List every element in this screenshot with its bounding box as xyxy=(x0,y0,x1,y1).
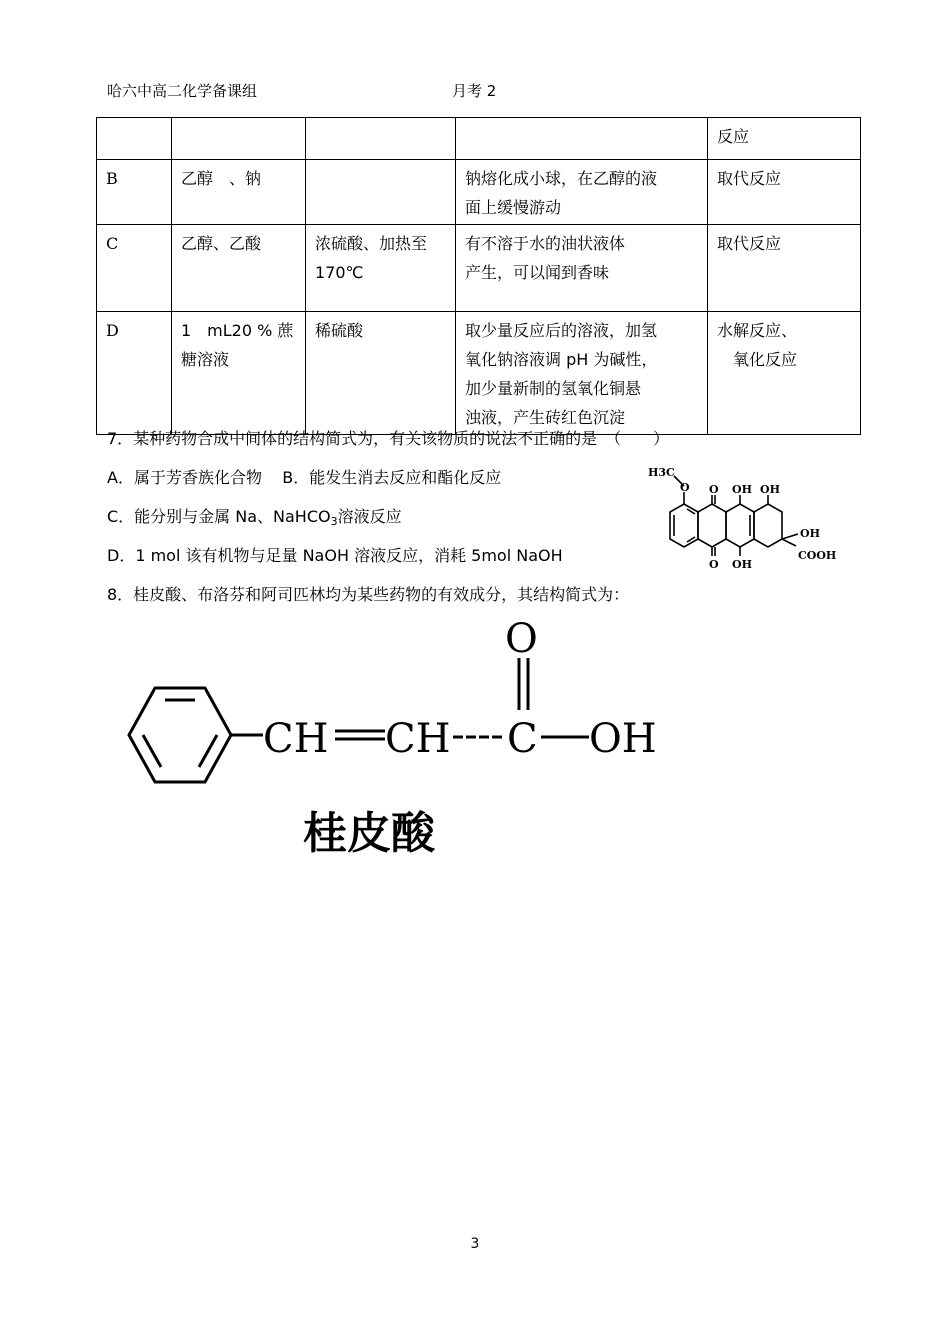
table-cell-conditions xyxy=(306,312,456,435)
table-cell-line: 面上缓慢游动 xyxy=(465,198,562,217)
experiment-table xyxy=(96,117,861,435)
table-cell-conditions xyxy=(306,118,456,160)
q7-option-c xyxy=(107,504,402,528)
q7-stem: 7．某种药物合成中间体的结构简式为，有关该物质的说法不正确的是 （ ） xyxy=(107,429,670,448)
table-cell-line: 取代反应 xyxy=(717,234,782,253)
cinnamic-acid-structure xyxy=(95,610,675,870)
table-cell-reactants xyxy=(172,160,306,225)
table-cell-reactants xyxy=(172,312,306,435)
cinnamic-label-o: O xyxy=(505,616,538,662)
header-exam-name: 月考 2 xyxy=(452,82,497,100)
table-cell-phenomena xyxy=(456,118,708,160)
cinnamic-label-ch-1: CH xyxy=(263,716,329,762)
table-cell-phenomena xyxy=(456,160,708,225)
cinnamic-label-c: C xyxy=(507,716,538,762)
table-row xyxy=(97,118,861,160)
table-row xyxy=(97,312,861,435)
q7-option-c-subscript: 3 xyxy=(330,515,338,528)
table-cell-reactants xyxy=(172,225,306,312)
table-cell-line: 有不溶于水的油状液体 xyxy=(465,234,626,253)
table-cell-line: 乙醇 、钠 xyxy=(181,169,262,188)
table-row xyxy=(97,225,861,312)
table-cell-line: 取代反应 xyxy=(717,169,782,188)
table-cell-line: 取少量反应后的溶液，加氢 xyxy=(465,321,658,340)
table-cell-line: 稀硫酸 xyxy=(315,321,364,340)
table-cell-line: 加少量新制的氢氧化铜悬 xyxy=(465,379,642,398)
q7-label-o-bottom: O xyxy=(709,558,719,571)
cinnamic-label-oh: OH xyxy=(589,716,657,762)
table-cell-label: C xyxy=(97,225,172,312)
table-row xyxy=(97,160,861,225)
table-cell-line: 170℃ xyxy=(315,263,364,282)
q7-label-h3c: H3C xyxy=(648,466,675,479)
q7-label-cooh: COOH xyxy=(798,549,837,562)
table-cell-line: 产生，可以闻到香味 xyxy=(465,263,610,282)
table-cell-line: 氧化钠溶液调 pH 为碱性， xyxy=(465,350,658,369)
q7-structure-formula xyxy=(640,462,845,582)
table-cell-phenomena xyxy=(456,312,708,435)
table-cell-label: B xyxy=(97,160,172,225)
q7-option-a: A．属于芳香族化合物 xyxy=(107,468,262,487)
q7-option-c-text-end: 溶液反应 xyxy=(337,507,402,526)
page-number: 3 xyxy=(470,1236,480,1252)
q7-option-c-text: C．能分别与金属 Na、NaHCO xyxy=(107,507,331,526)
header-group-name: 哈六中高二化学备课组 xyxy=(107,82,258,100)
table-cell-line: 钠熔化成小球，在乙醇的液 xyxy=(465,169,658,188)
q7-option-ab xyxy=(107,465,501,488)
table-cell-line: 反应 xyxy=(717,127,750,146)
q7-label-o-top: O xyxy=(709,483,719,496)
table-cell-type xyxy=(708,225,861,312)
q7-label-oh-1: OH xyxy=(732,483,752,496)
table-cell-type xyxy=(708,312,861,435)
table-cell-label: D xyxy=(97,312,172,435)
q7-label-oh-3: OH xyxy=(800,527,820,540)
table-cell-label xyxy=(97,118,172,160)
table-cell-line: 浊液，产生砖红色沉淀 xyxy=(465,408,626,427)
table-cell-line: 浓硫酸、加热至 xyxy=(315,234,428,253)
q7-label-oh-2: OH xyxy=(760,483,780,496)
table-cell-line: 1 mL20 % 蔗 xyxy=(181,321,294,340)
table-cell-conditions xyxy=(306,225,456,312)
table-cell-conditions xyxy=(306,160,456,225)
q7-option-b: B．能发生消去反应和酯化反应 xyxy=(282,468,502,487)
table-cell-line: 水解反应、 xyxy=(717,321,798,340)
q7-option-d: D．1 mol 该有机物与足量 NaOH 溶液反应，消耗 5mol NaOH xyxy=(107,546,563,565)
table-cell-type xyxy=(708,118,861,160)
cinnamic-label-ch-2: CH xyxy=(385,716,451,762)
q8-stem: 8．桂皮酸、布洛芬和阿司匹林均为某些药物的有效成分，其结构简式为： xyxy=(107,585,630,604)
q7-label-oh-bottom: OH xyxy=(732,558,752,571)
table-cell-phenomena xyxy=(456,225,708,312)
table-cell-reactants xyxy=(172,118,306,160)
table-cell-type xyxy=(708,160,861,225)
cinnamic-acid-name: 桂皮酸 xyxy=(303,808,435,859)
table-cell-line: 乙醇、乙酸 xyxy=(181,234,262,253)
q7-label-o-methoxy: O xyxy=(680,481,690,494)
table-cell-line: 氧化反应 xyxy=(717,350,798,369)
table-cell-line: 糖溶液 xyxy=(181,350,230,369)
